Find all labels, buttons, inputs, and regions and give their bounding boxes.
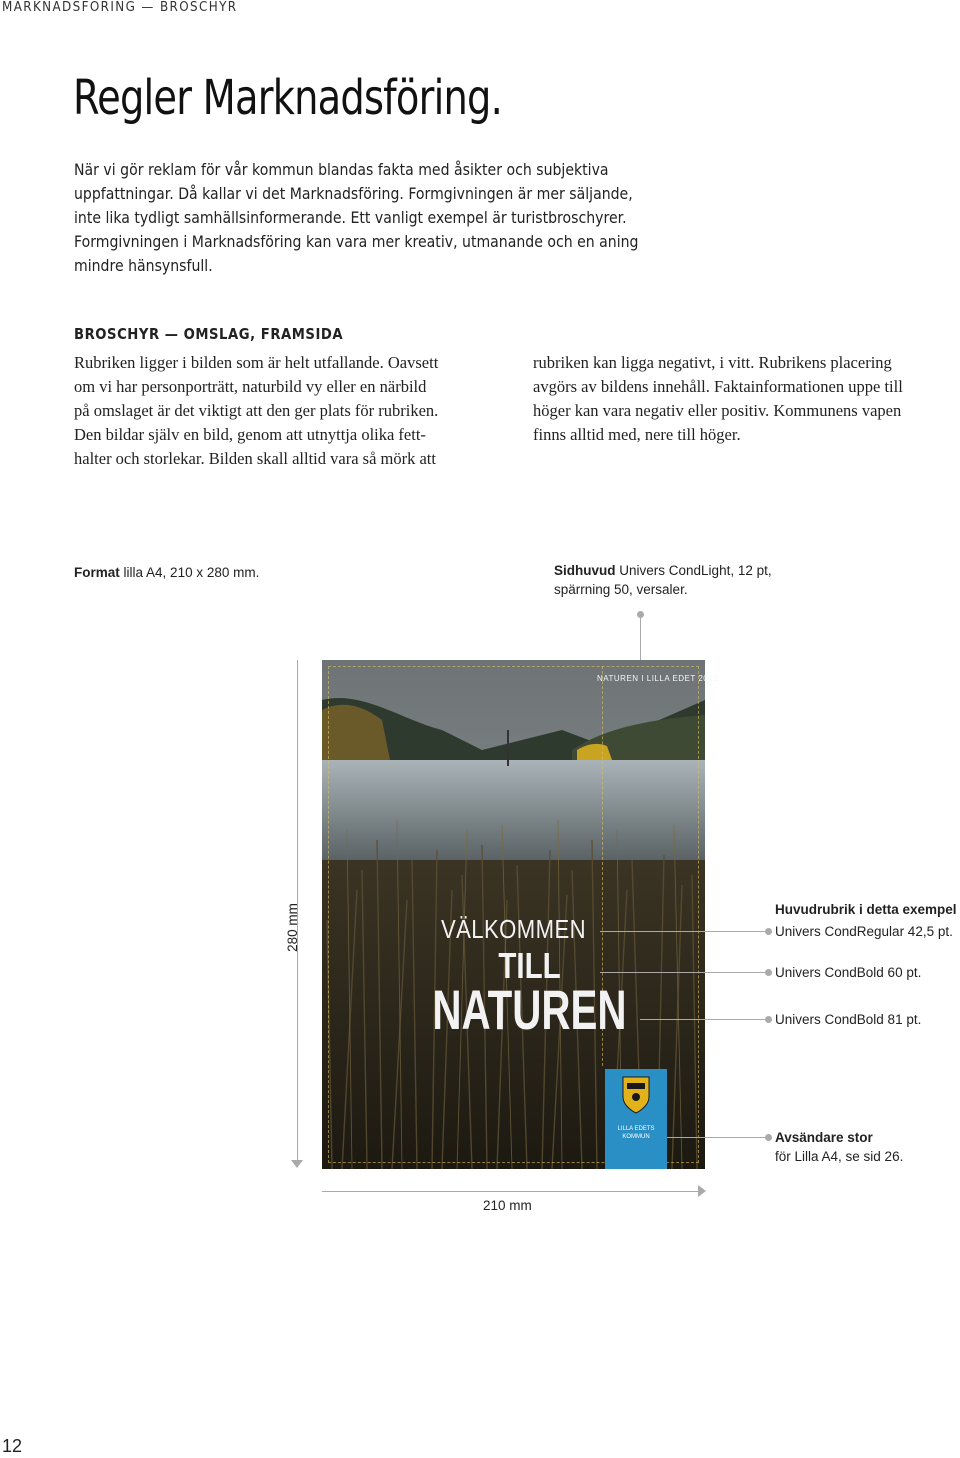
sidhuvud-annotation [554,561,772,599]
body-line: på omslaget är det viktigt att den ger plats för rubriken. [74,401,439,420]
cover-headline-1: VÄLKOMMEN [440,914,587,944]
huvudrubrik-leader-line [600,931,772,932]
avsandare-label: Avsändare stor [775,1130,873,1145]
sidhuvud-value: Univers CondLight, 12 pt, [619,563,772,578]
intro-line: uppfattningar. Då kallar vi det Marknadsföring. Formgivningen är mer säljande, [74,184,633,203]
page-number: 12 [2,1436,23,1456]
condbold81-leader-dot [765,1016,772,1023]
huvudrubrik-leader-dot [765,928,772,935]
body-line: Den bildar själv en bild, genom att utnyttja olika fett- [74,425,426,444]
intro-line: Formgivningen i Marknadsföring kan vara mer kreativ, utmanande och en aning [74,232,639,251]
intro-paragraph [74,158,674,278]
width-dimension-line [322,1191,700,1192]
coat-of-arms-icon [605,1069,667,1119]
height-label: 280 mm [284,903,300,952]
cover-headline-2: TILL [498,945,561,986]
condbold60-annotation: Univers CondBold 60 pt. [775,965,922,980]
format-value: lilla A4, 210 x 280 mm. [123,565,260,580]
body-line: halter och storlekar. Bilden skall alltid vara så mörk att [74,449,436,468]
body-column-left [74,351,438,471]
body-line: Rubriken ligger i bilden som är helt utfallande. Oavsett [74,353,439,372]
height-arrow-icon [291,1160,303,1168]
format-label: Format [74,565,120,580]
body-line: höger kan vara negativ eller positiv. Kommunens vapen [533,401,902,420]
running-header: MARKNADSFÖRING — BROSCHYR [2,0,238,15]
condbold81-leader-line [640,1019,772,1020]
width-label: 210 mm [483,1198,532,1213]
intro-line: När vi gör reklam för vår kommun blandas fakta med åsikter och subjektiva [74,160,609,179]
section-heading: BROSCHYR — OMSLAG, FRAMSIDA [74,325,344,343]
body-line: om vi har personporträtt, naturbild vy eller en närbild [74,377,427,396]
avsandare-annotation [775,1128,903,1166]
huvudrubrik-label: Huvudrubrik i detta exempel [775,902,957,917]
body-line: finns alltid med, nere till höger. [533,425,741,444]
sidhuvud-value-2: spärrning 50, versaler. [554,582,688,597]
condbold81-annotation: Univers CondBold 81 pt. [775,1012,922,1027]
cover-headline-3: NATUREN [432,978,627,1041]
avsandare-value: för Lilla A4, se sid 26. [775,1149,904,1164]
body-line: avgörs av bildens innehåll. Faktainformationen uppe till [533,377,903,396]
width-arrow-icon [698,1185,706,1197]
sidhuvud-label: Sidhuvud [554,563,616,578]
format-annotation [74,563,259,582]
cover-header-text: NATUREN I LILLA EDET 2012 [597,674,719,683]
condbold60-leader-line [600,972,772,973]
page-title: Regler Marknadsföring. [73,70,502,126]
huvudrubrik-annotation [775,900,957,941]
body-line: rubriken kan ligga negativt, i vitt. Rubrikens placering [533,353,892,372]
body-column-right [533,351,903,447]
intro-line: mindre hänsynsfull. [74,256,213,275]
intro-line: inte lika tydligt samhällsinformerande. Ett vanligt exempel är turistbroschyrer. [74,208,627,227]
sender-line-1: LILLA EDETS [617,1126,655,1132]
sender-line-2: KOMMUN [622,1134,650,1140]
avsandare-leader-dot [765,1134,772,1141]
huvudrubrik-value: Univers CondRegular 42,5 pt. [775,924,953,939]
brochure-cover [322,660,719,1169]
condbold60-leader-dot [765,969,772,976]
avsandare-leader-line [667,1137,772,1138]
sidhuvud-leader-dot [637,611,644,618]
sender-block [605,1069,667,1169]
